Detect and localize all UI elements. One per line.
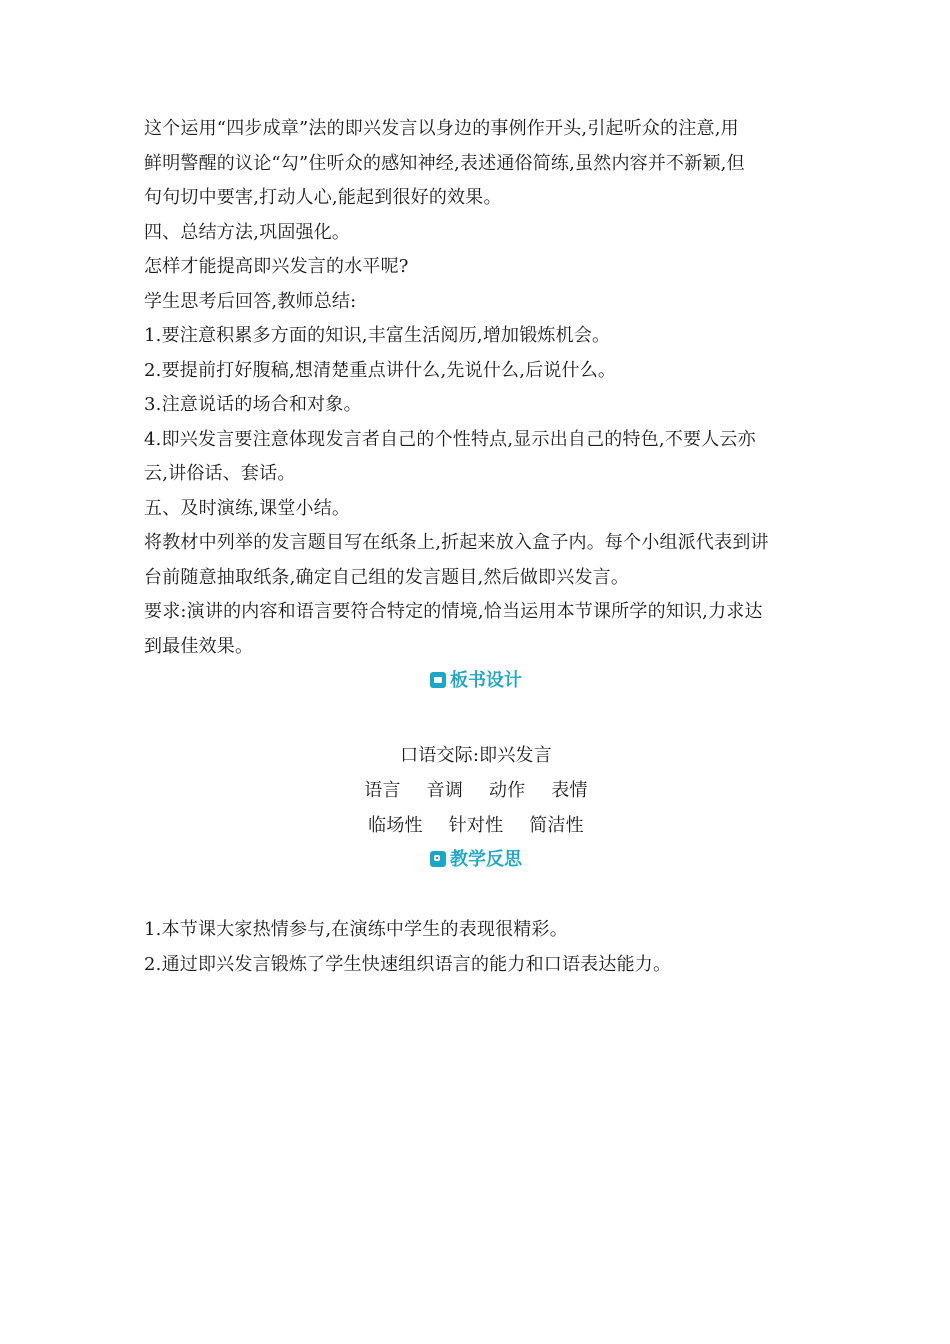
board-row-2 [144,808,808,843]
paragraph-line: 台前随意抽取纸条,确定自己组的发言题目,然后做即兴发言。 [144,566,630,588]
board-word: 简洁性 [529,815,584,836]
section-title-practice: 五、及时演练,课堂小结。 [144,497,351,519]
list-item: 3.注意说话的场合和对象。 [144,394,362,415]
list-item: 4.即兴发言要注意体现发言者自己的个性特点,显示出自己的特色,不要人云亦 [144,428,756,450]
list-item: 2.通过即兴发言锻炼了学生快速组织语言的能力和口语表达能力。 [144,953,672,975]
board-row-1 [144,773,808,808]
board-word: 表情 [551,780,588,801]
reflection-heading [144,843,808,877]
paragraph-line: 鲜明警醒的议论“勾”住听众的感知神经,表述通俗简练,虽然内容并不新颖,但 [144,152,745,174]
body-text [144,112,808,664]
reflection-heading-text: 教学反思 [450,849,522,870]
board-word: 针对性 [448,815,504,836]
paragraph-line: 学生思考后回答,教师总结: [144,290,357,312]
paragraph-line: 要求:演讲的内容和语言要符合特定的情境,恰当运用本节课所学的知识,力求达 [144,601,763,622]
list-item-continuation: 云,讲俗话、套话。 [144,463,296,484]
board-icon [430,672,446,688]
reflection-list [144,913,808,982]
board-word: 音调 [426,780,464,801]
list-item: 2.要提前打好腹稿,想清楚重点讲什么,先说什么,后说什么。 [144,359,617,381]
board-word: 语言 [364,780,401,801]
reflection-icon [430,851,446,867]
list-item: 1.本节课大家热情参与,在演练中学生的表现很精彩。 [144,919,568,940]
paragraph-line: 将教材中列举的发言题目写在纸条上,折起来放入盒子内。每个小组派代表到讲 [144,532,769,553]
board-design-heading [144,664,808,698]
paragraph-line: 句句切中要害,打动人心,能起到很好的效果。 [144,187,502,208]
paragraph-line: 这个运用“四步成章”法的即兴发言以身边的事例作开头,引起听众的注意,用 [144,118,739,139]
section-title-summary: 四、总结方法,巩固强化。 [144,221,351,243]
document-page [144,112,808,982]
board-design-heading-text: 板书设计 [450,670,522,691]
board-word: 临场性 [368,815,423,836]
list-item: 1.要注意积累多方面的知识,丰富生活阅历,增加锻炼机会。 [144,325,611,346]
board-title: 口语交际:即兴发言 [400,745,552,766]
board-word: 动作 [488,780,526,801]
paragraph-line: 到最佳效果。 [144,635,254,657]
paragraph-line: 怎样才能提高即兴发言的水平呢? [144,256,409,277]
board-design [144,738,808,843]
